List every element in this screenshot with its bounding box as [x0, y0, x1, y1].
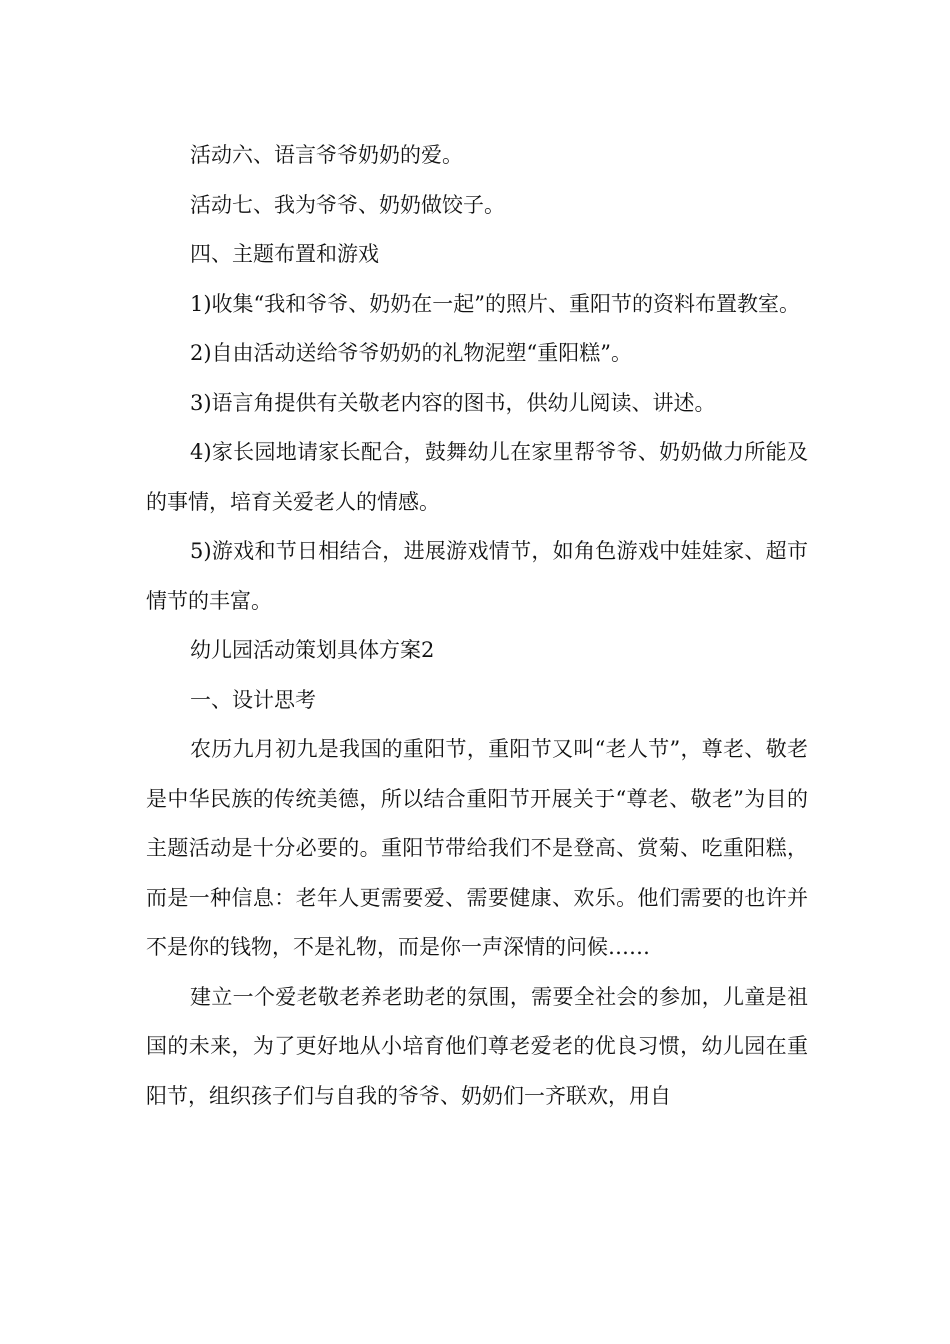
list-item-5: 5)游戏和节日相结合，进展游戏情节，如角色游戏中娃娃家、超市情节的丰富。 [146, 539, 808, 613]
list-item-3: 3)语言角提供有关敬老内容的图书，供幼儿阅读、讲述。 [190, 390, 716, 415]
section-heading-design-thinking: 一、设计思考 [190, 687, 316, 712]
paragraph-activity-six: 活动六、语言爷爷奶奶的爱。 [190, 143, 463, 167]
document-body [146, 131, 808, 1121]
section-heading-theme-layout: 四、主题布置和游戏 [190, 242, 379, 266]
paragraph-atmosphere: 建立一个爱老敬老养老助老的氛围，需要全社会的参加，儿童是祖国的未来，为了更好地从小培育他们尊老爱老的优良习惯，幼儿园在重阳节，组织孩子们与自我的爷爷、奶奶们一齐联欢，用自 [146, 984, 808, 1108]
list-item-2: 2)自由活动送给爷爷奶奶的礼物泥塑“重阳糕”。 [190, 341, 633, 365]
paragraph-chongyang-intro: 农历九月初九是我国的重阳节，重阳节又叫“老人节”，尊老、敬老是中华民族的传统美德，所以结合重阳节开展关于“尊老、敬老”为目的主题活动是十分必要的。重阳节带给我们不是登高、赏菊、吃重阳糕，而是一种信息：老年人更需要爱、需要健康、欢乐。他们需要的也许并不是你的钱物，不是礼物，而是你一声深情的问候…… [146, 737, 808, 959]
list-item-4: 4)家长园地请家长配合，鼓舞幼儿在家里帮爷爷、奶奶做力所能及的事情，培育关爱老人的情感。 [146, 440, 808, 514]
paragraph-activity-seven: 活动七、我为爷爷、奶奶做饺子。 [190, 192, 505, 217]
document-subtitle-plan-2: 幼儿园活动策划具体方案2 [190, 638, 435, 662]
list-item-1: 1)收集“我和爷爷、奶奶在一起”的照片、重阳节的资料布置教室。 [190, 291, 801, 316]
